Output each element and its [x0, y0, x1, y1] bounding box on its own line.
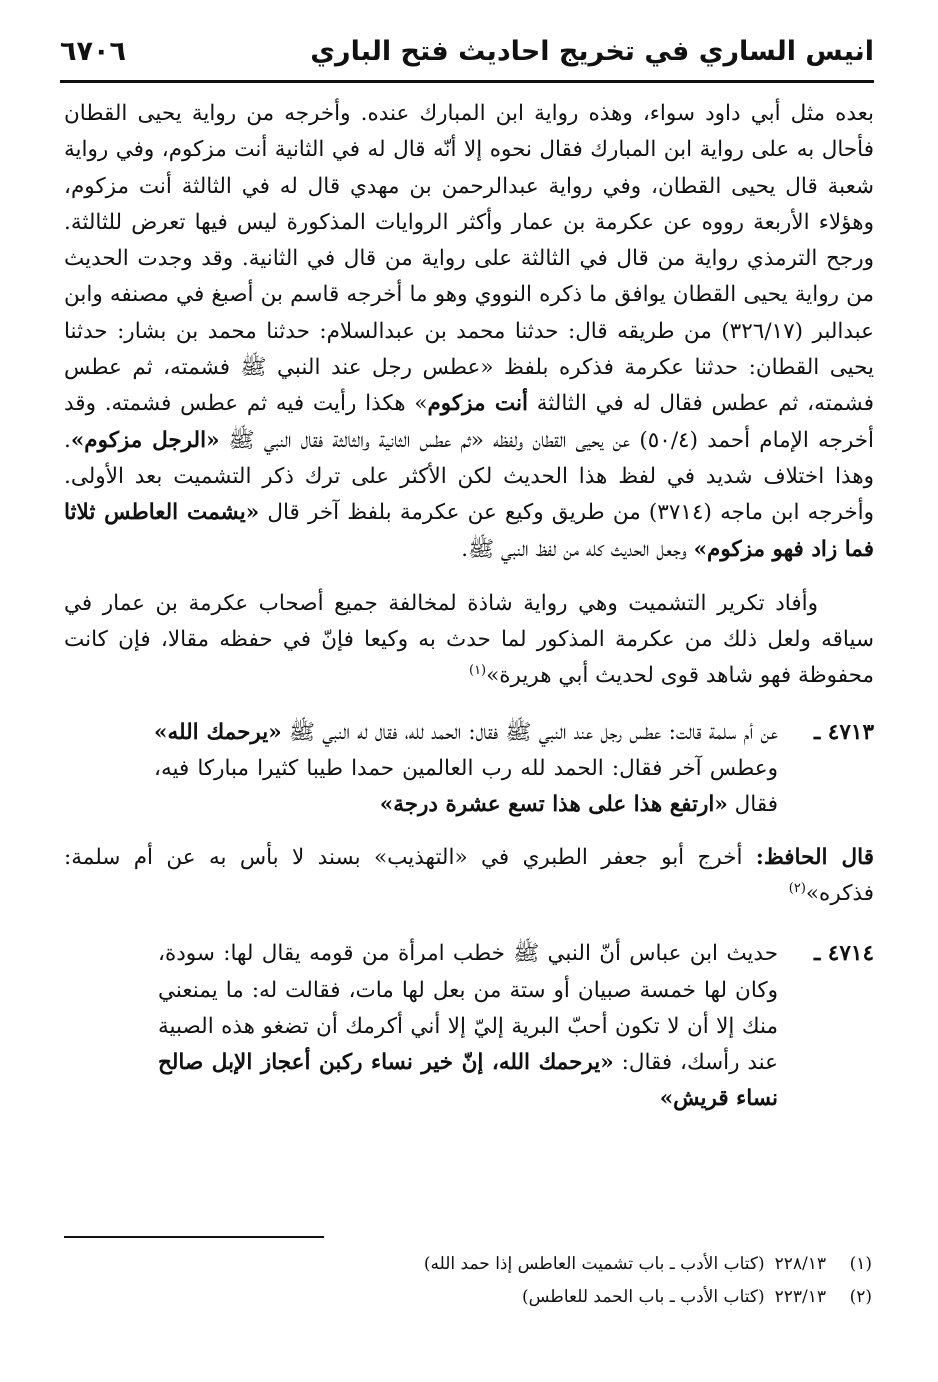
book-title: انيس الساري في تخريج احاديث فتح الباري: [310, 36, 874, 67]
quoted-phrase: «يرحمك الله»: [154, 719, 282, 745]
commentary-paragraph: [64, 586, 874, 695]
hadith-text: [64, 715, 778, 824]
footnote-reference: ٢٢٨/١٣: [774, 1254, 826, 1274]
hafiz-paragraph: [64, 840, 874, 913]
footnotes: [64, 1248, 872, 1314]
footnote: [64, 1248, 872, 1281]
commentary-text: بعده مثل أبي داود سواء، وهذه رواية ابن المبارك عنده. وأخرجه من رواية يحيى القطان فأحال به على رواية ابن المبارك فقال نحوه إلا أنّه قال له في الثانية أنت مزكوم، وفي رواية شعبة قال يحيى القطان، وفي رواية عبدالرحمن بن مهدي قال له في الثالثة أنت مزكوم، وهؤلاء الأربعة رووه عن عكرمة بن عمار وأكثر الروايات المذكورة ليس فيها تعرض للثالثة. ورجح الترمذي رواية من قال في الثالثة على رواية من قال في الثانية. وقد وجدت الحديث من رواية يحيى القطان يوافق ما ذكره النووي وهو ما أخرجه قاسم بن أصبغ في مصنفه وابن عبدالبر (٣٢٦/١٧) من طريقه قال: حدثنا محمد بن عبدالسلام: حدثنا محمد بن بشار: حدثنا يحيى القطان: حدثنا عكرمة فذكره بلفظ «عطس رجل عند النبي ﷺ فشمته، ثم عطس فشمته، ثم عطس فقال له في الثالثة: [64, 101, 875, 417]
quoted-phrase: أنت مزكوم: [427, 391, 528, 417]
commentary-paragraph: [64, 96, 874, 568]
footnote-reference: ٢٢٣/١٣: [774, 1287, 826, 1307]
main-text: [64, 96, 874, 1118]
quoted-phrase: «الرجل مزكوم»: [70, 427, 220, 453]
hadith-4713: [64, 715, 874, 824]
commentary-text: » هكذا رأيت فيه ثم عطس فشمته. وقد أخرجه الإمام أحمد (٥٠/٤) عن يحيى القطان ولفظه «ثم عطس الثانية والثالثة فقال النبي ﷺ: [64, 391, 874, 453]
hadith-number: ٤٧١٣ ـ: [814, 719, 874, 745]
hafiz-text: أخرج أبو جعفر الطبري في «التهذيب» بسند لا بأس به عن أم سلمة: فذكره»: [64, 844, 874, 906]
hadith-text-part: حديث ابن عباس أنّ النبي ﷺ خطب امرأة من قومه يقال لها: سودة، وكان لها خمسة صبيان أو ستة من بعل لها مات، فقالت له: ما يمنعني منك إلا أن لا تكون أحبّ البرية إليّ إلا أني أكرمك أن تضغو هذه الصبية عند رأسك، فقال:: [158, 941, 778, 1076]
hafiz-label: قال الحافظ:: [755, 844, 874, 870]
quoted-phrase: «ارتفع هذا على هذا تسع عشرة درجة»: [379, 792, 728, 818]
commentary-text: وأفاد تكرير التشميت وهي رواية شاذة لمخالفة جميع أصحاب عكرمة بن عمار في سياقه ولعل ذلك من عكرمة المذكور لما حدث به وكيعا فإنّ في حفظه مقالا، فإن كانت محفوظة فهو شاهد قوى لحديث أبي هريرة»: [64, 590, 874, 689]
hadith-text: [64, 936, 778, 1117]
footnote-text: (كتاب الأدب ـ باب الحمد للعاطس): [522, 1287, 765, 1307]
footnote-number: (٢): [849, 1287, 872, 1307]
footnote-marker: (١): [468, 663, 487, 679]
hadith-number: ٤٧١٤ ـ: [814, 941, 874, 967]
commentary-text: وجعل الحديث كله من لفظ النبي ﷺ.: [461, 536, 694, 562]
quoted-phrase: «يشمت العاطس ثلاثا فما زاد فهو مزكوم»: [64, 500, 874, 562]
footnote-text: (كتاب الأدب ـ باب تشميت العاطس إذا حمد الله): [423, 1254, 765, 1274]
commentary-text: . وهذا اختلاف شديد في لفظ هذا الحديث لكن الأكثر على ترك ذكر التشميت بعد الأولى. وأخرجه ابن ماجه (٣٧١٤) من طريق وكيع عن عكرمة بلفظ آخر قال: [64, 427, 874, 526]
quoted-phrase: «يرحمك الله، إنّ خير نساء ركبن أعجاز الإبل صالح نساء قريش»: [158, 1050, 778, 1112]
hadith-4714: [64, 936, 874, 1117]
hadith-text-part: وعطس آخر فقال: الحمد لله رب العالمين حمدا طيبا كثيرا مباركا فيه، فقال: [154, 756, 778, 818]
running-header: [60, 30, 874, 83]
footnote-marker: (٢): [788, 880, 806, 896]
footnote-number: (١): [849, 1254, 872, 1274]
footnote: [64, 1281, 872, 1314]
footnote-divider: [64, 1236, 324, 1238]
page-number: ٦٧٠٦: [60, 36, 126, 67]
hadith-text-part: عن أم سلمة قالت: عطس رجل عند النبي ﷺ فقال: الحمد لله، فقال له النبي ﷺ: [281, 719, 778, 745]
